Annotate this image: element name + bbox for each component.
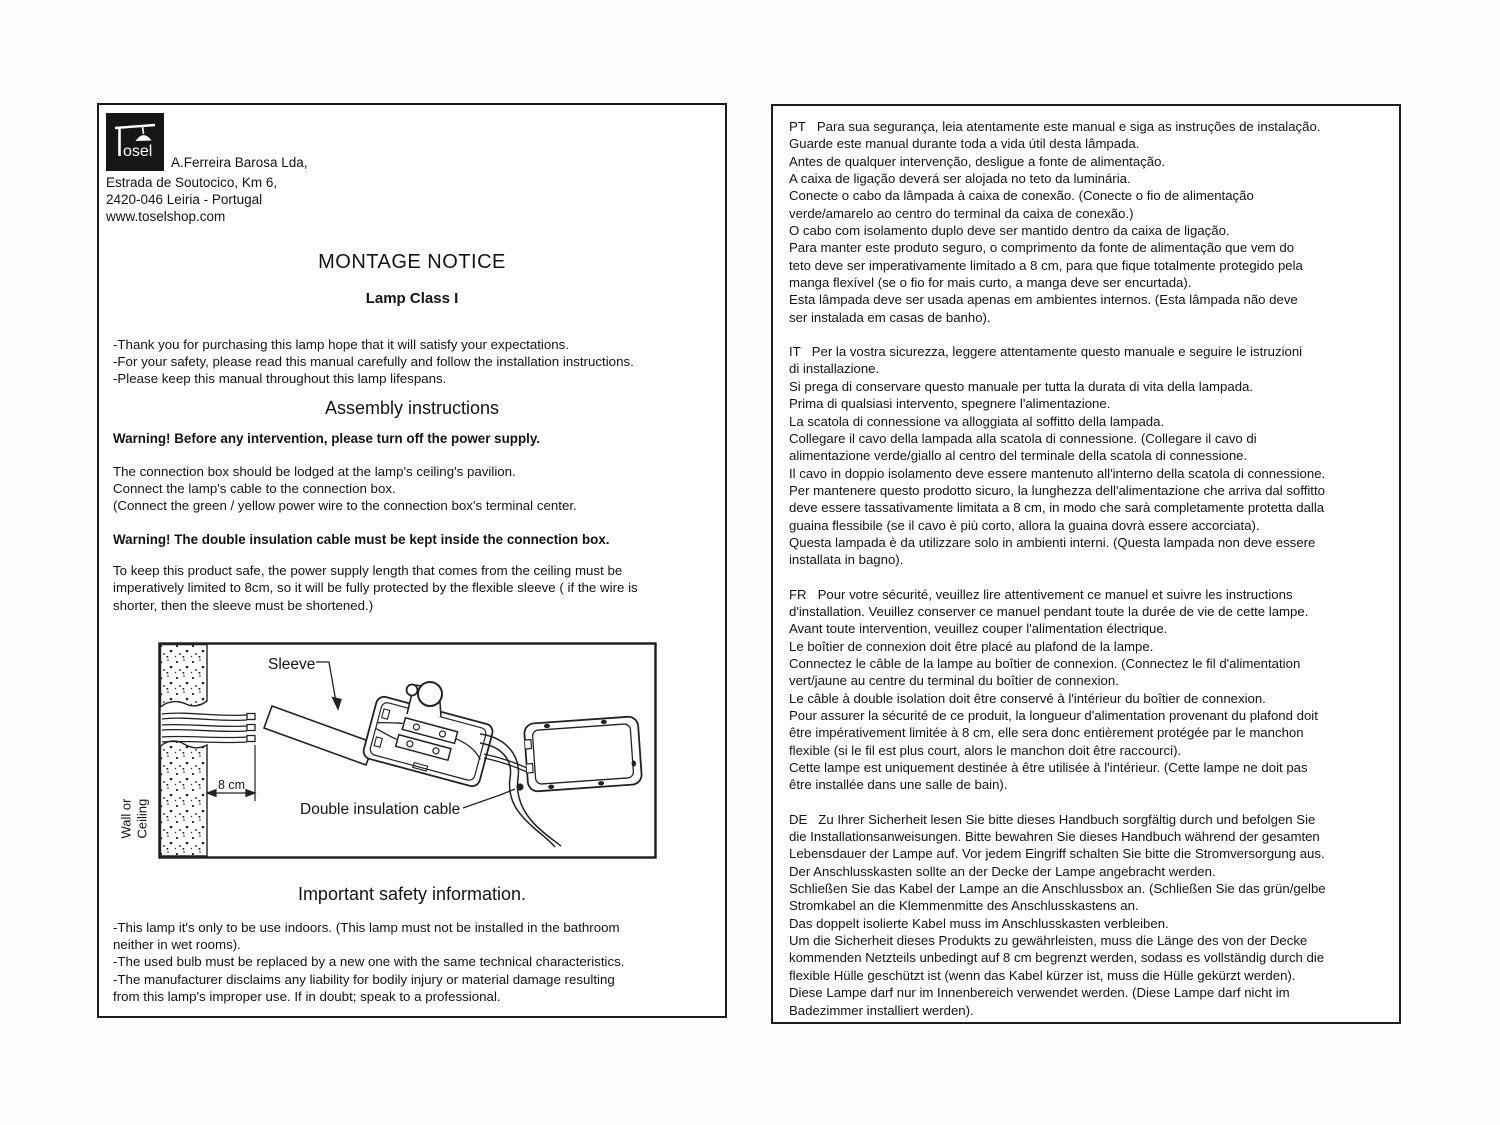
- text-line: Le boîtier de connexion doit être placé au plafond de la lampe.: [789, 638, 1154, 654]
- text-line: verde/amarelo ao centro do terminal da caixa de conexão.): [789, 205, 1134, 221]
- section-german: [789, 811, 1391, 1019]
- text-line: To keep this product safe, the power supply length that comes from the ceiling must be: [113, 562, 623, 578]
- warning-double-insulation: Warning! The double insulation cable must be kept inside the connection box.: [113, 531, 610, 547]
- text-line: installata in bagno).: [789, 552, 904, 568]
- text-line: ser instalada em casas de banho).: [789, 309, 991, 325]
- text-line: -The manufacturer disclaims any liability for bodily injury or material damage resulting: [113, 971, 615, 987]
- text-line: -The used bulb must be replaced by a new one with the same technical characteristics.: [113, 954, 625, 970]
- keep-safe-paragraph: [113, 562, 715, 614]
- text-line: d'installation. Veuillez conserver ce manuel pendant toute la durée de vie de cette lampe.: [789, 603, 1309, 619]
- text-line: imperatively limited to 8cm, so it will be fully protected by the flexible sleeve ( if the wire is: [113, 580, 638, 596]
- wall-cross-section: [161, 644, 208, 856]
- installation-diagram: [99, 642, 725, 859]
- address-street: Estrada de Soutocico, Km 6,: [106, 175, 278, 190]
- company-name: A.Ferreira Barosa Lda,: [171, 155, 308, 170]
- section-french: [789, 586, 1391, 794]
- diagram-drawing: [158, 642, 657, 859]
- hanging-ring: [407, 682, 443, 717]
- text-line: Badezimmer installiert werden).: [789, 1002, 974, 1018]
- text-line: A caixa de ligação deverá ser alojada no teto da luminária.: [789, 171, 1131, 187]
- text-line: La scatola di connessione va alloggiata al soffitto della lampada.: [789, 413, 1165, 429]
- sleeve-label: Sleeve: [268, 655, 316, 673]
- text-line: Pour assurer la sécurité de ce produit, la longueur d'alimentation provenant du plafond doit: [789, 708, 1318, 723]
- text-line: Para manter este produto seguro, o comprimento da fonte de alimentação que vem do: [789, 240, 1295, 256]
- text-line: Der Anschlusskasten sollte an der Decke der Lampe angebracht werden.: [789, 863, 1216, 879]
- text-line: être impérativement limitée à 8 cm, elle sera donc entièrement protégée par le manchon: [789, 725, 1304, 741]
- text-line: Le câble à double isolation doit être conservé à l'intérieur du boîtier de connexion.: [789, 690, 1266, 706]
- text-line: alimentazione verde/giallo al centro del terminale della scatola di connessione.: [789, 448, 1248, 464]
- text-line: kommenden Netzteils unbedingt auf 8 cm begrenzt werden, sodass es vollständig durch die: [789, 950, 1325, 966]
- text-line: Um die Sicherheit dieses Produkts zu gewährleisten, muss die Länge des von der Decke: [789, 933, 1308, 949]
- connection-box-lid: [524, 716, 642, 792]
- text-line: -Thank you for purchasing this lamp hope that it will satisfy your expectations.: [113, 336, 570, 352]
- document-title: MONTAGE NOTICE: [318, 250, 506, 273]
- text-line: Das doppelt isolierte Kabel muss im Anschlusskasten verbleiben.: [789, 915, 1169, 931]
- text-line: shorter, then the sleeve must be shortened.): [113, 597, 374, 613]
- text-line: die Installationsanweisungen. Bitte bewahren Sie dieses Handbuch während der gesamten: [789, 829, 1320, 845]
- text-line: -Please keep this manual throughout this lamp lifespans.: [113, 371, 447, 387]
- text-line: FR Pour votre sécurité, veuillez lire attentivement ce manuel et suivre les instructions: [789, 586, 1293, 602]
- safety-paragraph: [113, 919, 715, 1005]
- text-line: Connectez le câble de la lampe au boîtier de connexion. (Connectez le fil d'alimentation: [789, 655, 1301, 671]
- text-line: Avant toute intervention, veuillez couper l'alimentation électrique.: [789, 621, 1168, 637]
- manual-page-translations: [771, 104, 1401, 1024]
- text-line: -For your safety, please read this manual carefully and follow the installation instructions.: [113, 353, 634, 369]
- manual-page-english: [97, 103, 727, 1018]
- text-line: flexible (si le fil est plus court, alors le manchon doit être raccourci).: [789, 742, 1182, 758]
- text-line: manga flexível (se o fio for mais curto, a manga deve ser encurtada).: [789, 275, 1192, 291]
- logo-wordmark: osel: [123, 143, 153, 160]
- text-line: Il cavo in doppio isolamento deve essere mantenuto all'interno della scatola di connessione.: [789, 465, 1326, 481]
- text-line: Per mantenere questo prodotto sicuro, la lunghezza dell'alimentazione che arriva dal soffitto: [789, 482, 1325, 498]
- text-line: neither in wet rooms).: [113, 937, 241, 953]
- text-line: Schließen Sie das Kabel der Lampe an die Anschlussbox an. (Schließen Sie das grün/gelbe: [789, 881, 1326, 897]
- assembly-heading: Assembly instructions: [324, 397, 500, 418]
- text-line: Collegare il cavo della lampada alla scatola di connessione. (Collegare il cavo di: [789, 430, 1257, 446]
- text-line: -This lamp it's only to be use indoors. (This lamp must not be installed in the bathroom: [113, 919, 620, 935]
- connection-paragraph: [113, 463, 715, 515]
- wall-or-ceiling-label: [119, 780, 150, 838]
- cable-label: Double insulation cable: [300, 800, 461, 818]
- text-line: Prima di qualsiasi intervento, spegnere l'alimentazione.: [789, 396, 1111, 412]
- wall-label-line2: Ceiling: [134, 798, 149, 839]
- text-line: teto deve ser imperativamente limitado a 8 cm, para que fique totalmente protegido pela: [789, 257, 1303, 273]
- text-line: deve essere tassativamente limitata a 8 cm, in modo che sarà completamente protetta dalla: [789, 500, 1325, 516]
- text-line: The connection box should be lodged at the lamp's ceiling's pavilion.: [113, 463, 516, 479]
- text-line: Stromkabel an die Klemmenmitte des Anschlusskastens an.: [789, 898, 1139, 914]
- safety-heading: Important safety information.: [297, 883, 527, 904]
- text-line: PT Para sua segurança, leia atentamente este manual e siga as instruções de instalação.: [789, 119, 1321, 134]
- text-line: vert/jaune au centre du terminal du boîtier de connexion.: [789, 673, 1119, 689]
- text-line: Esta lâmpada deve ser usada apenas em ambientes internos. (Esta lâmpada não deve: [789, 292, 1298, 308]
- company-website: www.toselshop.com: [106, 209, 226, 225]
- text-line: (Connect the green / yellow power wire to the connection box's terminal center.: [113, 498, 577, 514]
- tosel-logo-icon: [106, 113, 164, 171]
- text-line: être installée dans une salle de bain).: [789, 777, 1008, 793]
- warning-power-supply: Warning! Before any intervention, please turn off the power supply.: [113, 430, 541, 446]
- text-line: Diese Lampe darf nur im Innenbereich verwendet werden. (Diese Lampe darf nicht im: [789, 985, 1290, 1001]
- text-line: O cabo com isolamento duplo deve ser mantido dentro da caixa de ligação.: [789, 223, 1230, 239]
- text-line: di installazione.: [789, 361, 880, 377]
- text-line: Si prega di conservare questo manuale per tutta la durata di vita della lampada.: [789, 378, 1254, 394]
- section-portuguese: [789, 118, 1391, 326]
- address-city: 2420-046 Leiria - Portugal: [106, 192, 263, 208]
- text-line: flexible Hülle geschützt ist (wenn das Kabel kürzer ist, muss die Hülle gekürzt werden).: [789, 967, 1296, 983]
- wall-label-line1: Wall or: [118, 798, 134, 839]
- text-line: Antes de qualquer intervenção, desligue a fonte de alimentação.: [789, 153, 1166, 169]
- section-italian: [789, 343, 1391, 568]
- text-line: Conecte o cabo da lâmpada à caixa de conexão. (Conecte o fio de alimentação: [789, 188, 1254, 204]
- text-line: IT Per la vostra sicurezza, leggere attentamente questo manuale e seguire le istruzioni: [789, 344, 1303, 360]
- dimension-label: 8 cm: [218, 777, 246, 792]
- translations-container: [773, 106, 1399, 1019]
- text-line: Cette lampe est uniquement destinée à être utilisée à l'intérieur. (Cette lampe ne doit pas: [789, 760, 1308, 776]
- text-line: guaina flessibile (se il cavo è più corto, allora la guaina dovrà essere accorciata).: [789, 517, 1260, 533]
- text-line: Connect the lamp's cable to the connection box.: [113, 481, 396, 497]
- text-line: from this lamp's improper use. If in doubt; speak to a professional.: [113, 989, 501, 1005]
- text-line: DE Zu Ihrer Sicherheit lesen Sie bitte dieses Handbuch sorgfältig durch und befolgen Sie: [789, 811, 1316, 827]
- text-line: Guarde este manual durante toda a vida útil desta lâmpada.: [789, 136, 1140, 152]
- text-line: Lebensdauer der Lampe auf. Vor jedem Eingriff schalten Sie bitte die Stromversorgung aus.: [789, 846, 1325, 862]
- lamp-class-subtitle: Lamp Class I: [365, 289, 459, 307]
- intro-paragraph: [113, 336, 715, 388]
- company-address: [106, 174, 725, 226]
- text-line: Questa lampada è da utilizzare solo in ambienti interni. (Questa lampada non deve essere: [789, 534, 1316, 550]
- brand-header: [106, 113, 725, 171]
